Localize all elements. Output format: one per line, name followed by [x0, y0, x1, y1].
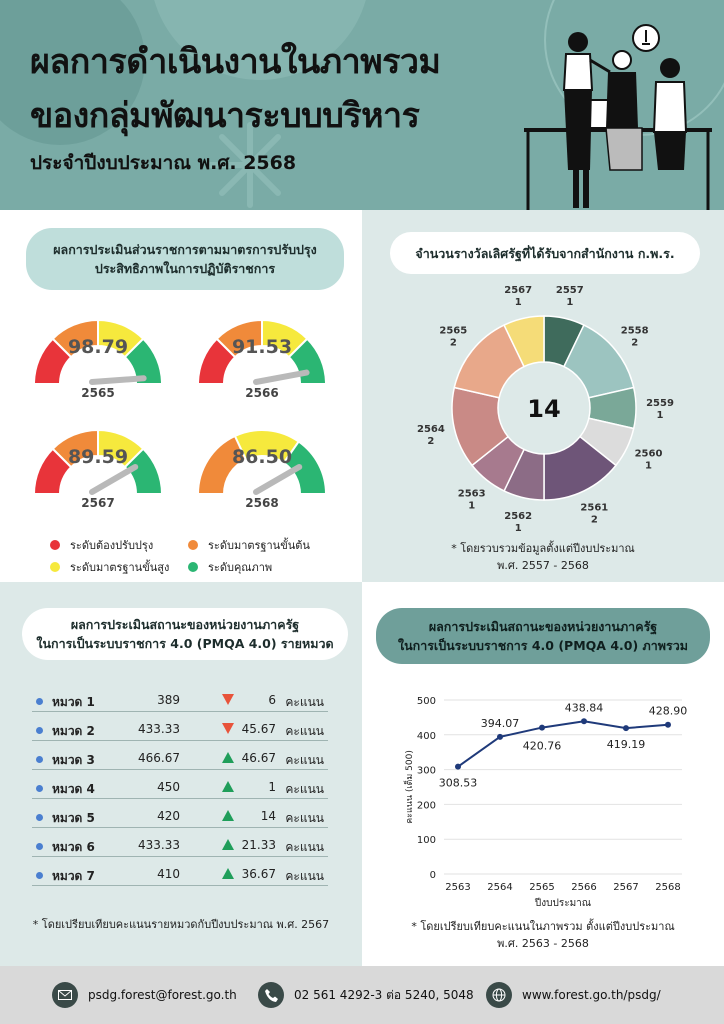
- gauge-year: 2567: [81, 496, 115, 510]
- row-bullet: [36, 814, 43, 821]
- data-point: [539, 725, 545, 731]
- row-unit: คะแนน: [285, 840, 324, 854]
- overall-title-line2: ในการเป็นระบบราชการ 4.0 (PMQA 4.0) ภาพรวม: [397, 638, 688, 653]
- donut-label-year: 2557: [555, 284, 584, 296]
- gauge-value: 86.50: [231, 446, 293, 468]
- overall-title: [376, 608, 710, 664]
- gauge-year: 2568: [245, 496, 279, 510]
- gauge-value: 91.53: [231, 336, 293, 358]
- donut-total: 14: [527, 395, 561, 423]
- overall-line-chart: [362, 682, 724, 922]
- footer: [0, 966, 724, 1024]
- table-row: [32, 719, 328, 741]
- data-point: [665, 722, 671, 728]
- gauge-2567: [28, 416, 168, 506]
- legend-label: ระดับมาตรฐานขั้นสูง: [70, 561, 170, 574]
- row-diff: 46.67: [241, 751, 276, 765]
- donut-label-count: 2: [590, 514, 598, 526]
- category-note: * โดยเปรียบเทียบคะแนนรายหมวดกับปีงบประมาณ พ.ศ. 2567: [32, 918, 330, 931]
- data-label: 428.90: [648, 704, 688, 718]
- data-point: [623, 725, 629, 731]
- donut-label-year: 2558: [620, 325, 649, 337]
- table-row: [32, 806, 328, 828]
- donut-label-year: 2559: [646, 398, 674, 409]
- data-point: [455, 764, 461, 770]
- row-unit: คะแนน: [285, 869, 324, 883]
- gauge-value: 98.79: [67, 336, 129, 358]
- legend-dot-orange: [188, 540, 198, 550]
- awards-note-line2: พ.ศ. 2557 - 2568: [497, 559, 589, 572]
- gauge-needle: [92, 467, 135, 492]
- legend-label: ระดับคุณภาพ: [208, 561, 273, 574]
- table-row: [32, 835, 328, 857]
- row-score: 389: [157, 693, 180, 707]
- row-diff: 36.67: [241, 867, 276, 881]
- overall-note: [382, 918, 704, 952]
- team-illustration: [518, 20, 718, 210]
- overall-note-line2: พ.ศ. 2563 - 2568: [497, 937, 589, 950]
- triangle-up-icon: [222, 781, 234, 795]
- row-category: หมวด 2: [52, 724, 95, 738]
- gauge-section: [0, 210, 362, 582]
- legend-item: [188, 536, 310, 554]
- donut-label-count: 2: [449, 337, 457, 349]
- y-axis-label: คะแนน (เต็ม 500): [405, 750, 415, 824]
- y-tick-label: 200: [416, 800, 436, 812]
- row-bullet: [36, 756, 43, 763]
- donut-label-year: 2565: [439, 325, 468, 337]
- row-score: 420: [157, 809, 180, 823]
- gauge-needle: [256, 467, 299, 492]
- donut-label-year: 2563: [457, 488, 486, 500]
- x-tick-label: 2567: [613, 882, 639, 893]
- x-tick-label: 2564: [487, 882, 513, 893]
- row-bullet: [36, 872, 43, 879]
- row-category: หมวด 5: [52, 811, 95, 825]
- row-category: หมวด 1: [52, 695, 95, 709]
- x-tick-label: 2563: [445, 882, 471, 893]
- y-tick-label: 300: [416, 765, 436, 777]
- overall-title-line1: ผลการประเมินสถานะของหน่วยงานภาครัฐ: [428, 619, 658, 634]
- awards-note-line1: * โดยรวบรวมข้อมูลตั้งแต่ปีงบประมาณ: [451, 542, 635, 555]
- data-point: [497, 734, 503, 740]
- table-row: [32, 690, 328, 712]
- data-label: 308.53: [438, 776, 478, 790]
- triangle-down-icon: [222, 694, 234, 708]
- row-score: 450: [157, 780, 180, 794]
- donut-label-year: 2567: [504, 284, 533, 296]
- row-score: 410: [157, 867, 180, 881]
- donut-label-count: 2: [631, 337, 639, 349]
- legend-dot-red: [50, 540, 60, 550]
- donut-label-count: 1: [645, 460, 652, 472]
- gauge-year: 2566: [245, 386, 279, 400]
- row-score: 466.67: [138, 751, 180, 765]
- awards-donut-chart: [362, 280, 724, 580]
- row-bullet: [36, 785, 43, 792]
- overall-section: [362, 582, 724, 966]
- x-tick-label: 2565: [529, 882, 555, 893]
- data-label: 419.19: [606, 738, 646, 752]
- category-title-line1: ผลการประเมินสถานะของหน่วยงานภาครัฐ: [70, 617, 300, 632]
- triangle-down-icon: [222, 723, 234, 737]
- gauge-title-line1: ผลการประเมินส่วนราชการตามมาตรการปรับปรุง: [53, 242, 317, 257]
- row-diff: 45.67: [241, 722, 276, 736]
- y-tick-label: 400: [416, 730, 436, 742]
- y-tick-label: 0: [429, 870, 436, 881]
- awards-section: [362, 210, 724, 582]
- donut-label-count: 1: [566, 296, 574, 308]
- table-row: [32, 864, 328, 886]
- gauge-value: 89.59: [67, 446, 129, 468]
- footer-email[interactable]: [52, 982, 237, 1008]
- footer-email-text: psdg.forest@forest.go.th: [88, 988, 237, 1002]
- gauge-year: 2565: [81, 386, 115, 400]
- row-category: หมวด 6: [52, 840, 95, 854]
- triangle-up-icon: [222, 752, 234, 766]
- page-title-line2: ของกลุ่มพัฒนาระบบบริหาร: [30, 96, 420, 136]
- phone-icon: [258, 982, 284, 1008]
- legend-dot-green: [188, 562, 198, 572]
- x-tick-label: 2566: [571, 882, 597, 893]
- row-bullet: [36, 843, 43, 850]
- y-tick-label: 100: [416, 835, 436, 847]
- row-category: หมวด 3: [52, 753, 95, 767]
- table-row: [32, 748, 328, 770]
- data-label: 438.84: [564, 701, 604, 715]
- row-unit: คะแนน: [285, 782, 324, 796]
- row-unit: คะแนน: [285, 724, 324, 738]
- y-tick-label: 500: [416, 696, 436, 707]
- data-point: [581, 718, 587, 724]
- page-title-line1: ผลการดำเนินงานในภาพรวม: [30, 42, 441, 82]
- row-score: 433.33: [138, 838, 180, 852]
- row-diff: 21.33: [241, 838, 276, 852]
- globe-icon: [486, 982, 512, 1008]
- data-label: 394.07: [480, 716, 520, 730]
- x-tick-label: 2568: [655, 882, 681, 893]
- triangle-up-icon: [222, 839, 234, 853]
- row-unit: คะแนน: [285, 753, 324, 767]
- donut-label-year: 2560: [634, 448, 663, 460]
- category-title-line2: ในการเป็นระบบราชการ 4.0 (PMQA 4.0) รายหมวด: [36, 636, 334, 651]
- x-axis-label: ปีงบประมาณ: [534, 898, 592, 909]
- header-banner: [0, 0, 724, 210]
- row-diff: 14: [260, 809, 276, 823]
- donut-label-count: 2: [427, 435, 435, 447]
- category-title: [22, 608, 348, 660]
- donut-label-count: 1: [656, 410, 664, 421]
- donut-label-year: 2561: [580, 502, 609, 514]
- donut-label-count: 1: [468, 500, 476, 512]
- table-row: [32, 777, 328, 799]
- row-unit: คะแนน: [285, 811, 324, 825]
- donut-label-year: 2562: [504, 511, 533, 523]
- gauge-title-line2: ประสิทธิภาพในการปฏิบัติราชการ: [94, 261, 276, 276]
- row-bullet: [36, 727, 43, 734]
- footer-web-text: www.forest.go.th/psdg/: [522, 988, 661, 1002]
- footer-website[interactable]: [486, 982, 661, 1008]
- row-unit: คะแนน: [285, 695, 324, 709]
- footer-phone[interactable]: [258, 982, 474, 1008]
- row-bullet: [36, 698, 43, 705]
- legend-item: [188, 558, 272, 576]
- legend-item: [50, 558, 169, 576]
- legend-label: ระดับต้องปรับปรุง: [70, 539, 154, 552]
- triangle-up-icon: [222, 868, 234, 882]
- triangle-up-icon: [222, 810, 234, 824]
- overall-note-line1: * โดยเปรียบเทียบคะแนนในภาพรวม ตั้งแต่ปีงบประมาณ: [411, 920, 675, 933]
- data-label: 420.76: [522, 739, 562, 753]
- category-section: [0, 582, 362, 966]
- page-subtitle: ประจำปีงบประมาณ พ.ศ. 2568: [30, 152, 297, 174]
- gauge-section-title: [26, 228, 344, 290]
- gauge-2565: [28, 306, 168, 396]
- donut-label-year: 2564: [416, 423, 445, 435]
- donut-label-count: 1: [514, 523, 522, 535]
- legend-item: [50, 536, 153, 554]
- row-diff: 1: [268, 780, 276, 794]
- gauge-needle: [92, 378, 144, 382]
- row-category: หมวด 7: [52, 869, 95, 883]
- mail-icon: [52, 982, 78, 1008]
- row-diff: 6: [268, 693, 276, 707]
- donut-label-count: 1: [514, 296, 522, 308]
- legend-dot-yellow: [50, 562, 60, 572]
- awards-note: [382, 540, 704, 574]
- row-category: หมวด 4: [52, 782, 95, 796]
- awards-title: จำนวนรางวัลเลิศรัฐที่ได้รับจากสำนักงาน ก.พ.ร.: [390, 232, 700, 274]
- gauge-2566: [192, 306, 332, 396]
- row-score: 433.33: [138, 722, 180, 736]
- gauge-2568: [192, 416, 332, 506]
- footer-phone-text: 02 561 4292-3 ต่อ 5240, 5048: [294, 987, 474, 1002]
- legend-label: ระดับมาตรฐานขั้นต้น: [208, 539, 310, 552]
